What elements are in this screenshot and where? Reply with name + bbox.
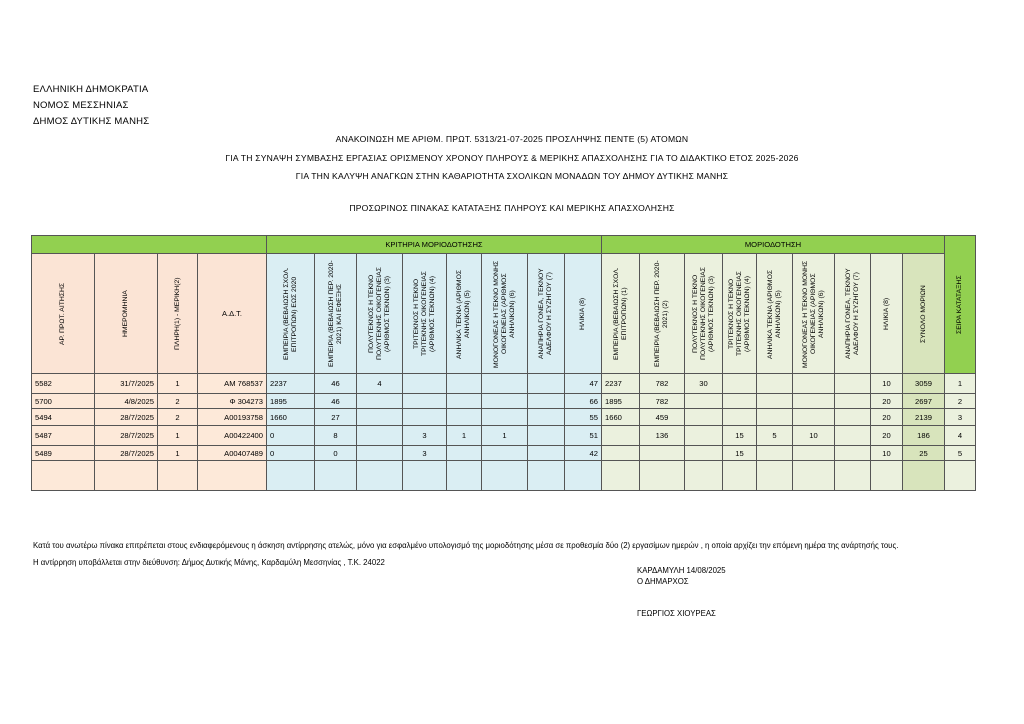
cell-s6: 10: [793, 426, 835, 446]
cell-date: 4/8/2025: [95, 394, 158, 409]
col-header-c8: ΗΛΙΚΙΑ (8): [565, 254, 602, 374]
cell-s7: [835, 446, 871, 461]
table-row: [32, 446, 976, 461]
cell-c7: [528, 409, 565, 426]
cell-s1: 2237: [602, 374, 640, 394]
table-row: [32, 409, 976, 426]
cell-empty: [403, 461, 447, 491]
announcement-line-3: ΓΙΑ ΤΗΝ ΚΑΛΥΨΗ ΑΝΑΓΚΩΝ ΣΤΗΝ ΚΑΘΑΡΙΟΤΗΤΑ ΣΧΟΛΙΚΩΝ ΜΟΝΑΔΩΝ ΤΟΥ ΔΗΜΟΥ ΔΥΤΙΚΗΣ ΜΑΝΗΣ: [295, 171, 729, 181]
cell-s5: [757, 446, 793, 461]
cell-c6: [482, 374, 528, 394]
cell-c7: [528, 446, 565, 461]
cell-s6: [793, 409, 835, 426]
cell-c3: 4: [357, 374, 403, 394]
cell-c1: 1895: [267, 394, 315, 409]
cell-empty: [835, 461, 871, 491]
cell-s3: [685, 394, 723, 409]
cell-empty: [793, 461, 835, 491]
cell-c4: 3: [403, 446, 447, 461]
announcement-line-1: ΑΝΑΚΟΙΝΩΣΗ ΜΕ ΑΡΙΘΜ. ΠΡΩΤ. 5313/21-07-2025 ΠΡΟΣΛΗΨΗΣ ΠΕΝΤΕ (5) ΑΤΟΜΩΝ: [335, 134, 689, 144]
cell-c7: [528, 394, 565, 409]
cell-c1: 0: [267, 446, 315, 461]
cell-s5: [757, 409, 793, 426]
column-header-row: [32, 254, 976, 374]
cell-s1: [602, 426, 640, 446]
header-line-municipality: ΔΗΜΟΣ ΔΥΤΙΚΗΣ ΜΑΝΗΣ: [33, 116, 150, 127]
cell-c3: [357, 409, 403, 426]
cell-c6: [482, 394, 528, 409]
col-header-s5: ΑΝΗΛΙΚΑ ΤΕΚΝΑ (ΑΡΙΘΜΟΣ ΑΝΗΛΙΚΩΝ) (5): [757, 254, 793, 374]
cell-date: 28/7/2025: [95, 426, 158, 446]
cell-aa: 5494: [32, 409, 95, 426]
signature-name: ΓΕΩΡΓΙΟΣ ΧΙΟΥΡΕΑΣ: [637, 609, 716, 618]
cell-c2: 0: [315, 446, 357, 461]
cell-total: 2697: [903, 394, 945, 409]
cell-s4: [723, 374, 757, 394]
cell-s3: [685, 409, 723, 426]
cell-c4: [403, 394, 447, 409]
cell-s3: 30: [685, 374, 723, 394]
col-header-s8: ΗΛΙΚΙΑ (8): [871, 254, 903, 374]
cell-s8: 20: [871, 394, 903, 409]
cell-c3: [357, 394, 403, 409]
cell-s6: [793, 394, 835, 409]
cell-s1: 1895: [602, 394, 640, 409]
cell-adt: Φ 304273: [198, 394, 267, 409]
cell-s8: 20: [871, 426, 903, 446]
col-header-c7: ΑΝΑΠΗΡΙΑ ΓΟΝΕΑ, ΤΕΚΝΟΥ ΑΔΕΛΦΟΥ Η ΣΥΖΗΓΟΥ (7): [528, 254, 565, 374]
cell-s5: [757, 374, 793, 394]
col-header-c3: ΠΟΛΥΤΕΚΝΟΣ Η ΤΕΚΝΟ ΠΟΛΥΤΕΚΝΗΣ ΟΙΚΟΓΕΝΕΙΑΣ (ΑΡΙΘΜΟΣ ΤΕΚΝΩΝ) (3): [357, 254, 403, 374]
cell-s4: [723, 409, 757, 426]
cell-c3: [357, 426, 403, 446]
cell-s3: [685, 426, 723, 446]
cell-c2: 8: [315, 426, 357, 446]
cell-c4: [403, 374, 447, 394]
cell-c2: 46: [315, 374, 357, 394]
cell-date: 31/7/2025: [95, 374, 158, 394]
group-blank: [32, 236, 267, 254]
cell-c6: [482, 409, 528, 426]
cell-c8: 51: [565, 426, 602, 446]
cell-s5: [757, 394, 793, 409]
cell-empty: [447, 461, 482, 491]
cell-empty: [482, 461, 528, 491]
cell-empty: [903, 461, 945, 491]
col-header-date: ΗΜΕΡΟΜΗΝΙΑ: [95, 254, 158, 374]
cell-total: 3059: [903, 374, 945, 394]
cell-rank: 5: [945, 446, 976, 461]
cell-c5: [447, 394, 482, 409]
col-header-s7: ΑΝΑΠΗΡΙΑ ΓΟΝΕΑ, ΤΕΚΝΟΥ ΑΔΕΛΦΟΥ Η ΣΥΖΗΓΟΥ (7): [835, 254, 871, 374]
cell-c8: 66: [565, 394, 602, 409]
cell-s3: [685, 446, 723, 461]
announcement-line-2: ΓΙΑ ΤΗ ΣΥΝΑΨΗ ΣΥΜΒΑΣΗΣ ΕΡΓΑΣΙΑΣ ΟΡΙΣΜΕΝΟΥ ΧΡΟΝΟΥ ΠΛΗΡΟΥΣ & ΜΕΡΙΚΗΣ ΑΠΑΣΧΟΛΗΣΗΣ ΓΙΑ ΤΟ ΔΙΔΑΚΤΙΚΟ ΕΤΟΣ 2025-2026: [225, 153, 799, 163]
cell-s2: 459: [640, 409, 685, 426]
cell-empty: [528, 461, 565, 491]
cell-rank: 2: [945, 394, 976, 409]
group-scoring-header: ΜΟΡΙΟΔΟΤΗΣΗ: [602, 236, 945, 254]
cell-total: 25: [903, 446, 945, 461]
cell-s7: [835, 409, 871, 426]
cell-s2: [640, 446, 685, 461]
cell-c1: 2237: [267, 374, 315, 394]
cell-c8: 42: [565, 446, 602, 461]
cell-aa: 5582: [32, 374, 95, 394]
cell-empty: [198, 461, 267, 491]
cell-s2: 782: [640, 374, 685, 394]
cell-date: 28/7/2025: [95, 409, 158, 426]
cell-s4: [723, 394, 757, 409]
cell-empty: [32, 461, 95, 491]
cell-empty: [315, 461, 357, 491]
cell-aa: 5700: [32, 394, 95, 409]
cell-c8: 47: [565, 374, 602, 394]
cell-c2: 27: [315, 409, 357, 426]
col-header-type: ΠΛΗΡΗ(1) - ΜΕΡΙΚΗ(2): [158, 254, 198, 374]
issuer-header: [33, 82, 149, 130]
col-header-total: ΣΥΝΟΛΟ ΜΟΡΙΩΝ: [903, 254, 945, 374]
table-row-empty: [32, 461, 976, 491]
cell-s2: 782: [640, 394, 685, 409]
cell-empty: [640, 461, 685, 491]
cell-empty: [757, 461, 793, 491]
cell-date: 28/7/2025: [95, 446, 158, 461]
col-header-s3: ΠΟΛΥΤΕΚΝΟΣ Η ΤΕΚΝΟ ΠΟΛΥΤΕΚΝΗΣ ΟΙΚΟΓΕΝΕΙΑΣ (ΑΡΙΘΜΟΣ ΤΕΚΝΩΝ) (3): [685, 254, 723, 374]
col-header-c6: ΜΟΝΟΓΟΝΕΑΣ Η ΤΕΚΝΟ ΜΟΝΗΣ ΟΙΚΟΓΕΝΕΙΑΣ (ΑΡΙΘΜΟΣ ΑΝΗΛΙΚΩΝ) (6): [482, 254, 528, 374]
table-row: [32, 374, 976, 394]
cell-s1: 1660: [602, 409, 640, 426]
cell-aa: 5487: [32, 426, 95, 446]
cell-empty: [723, 461, 757, 491]
cell-c1: 0: [267, 426, 315, 446]
table-title: ΠΡΟΣΩΡΙΝΟΣ ΠΙΝΑΚΑΣ ΚΑΤΑΤΑΞΗΣ ΠΛΗΡΟΥΣ ΚΑΙ ΜΕΡΙΚΗΣ ΑΠΑΣΧΟΛΗΣΗΣ: [349, 203, 675, 213]
signature-role: Ο ΔΗΜΑΡΧΟΣ: [637, 577, 689, 586]
cell-adt: Α00407489: [198, 446, 267, 461]
col-header-adt: Α.Δ.Τ.: [198, 254, 267, 374]
cell-adt: Α00422400: [198, 426, 267, 446]
cell-c5: [447, 374, 482, 394]
cell-type: 1: [158, 374, 198, 394]
header-line-prefecture: ΝΟΜΟΣ ΜΕΣΣΗΝΙΑΣ: [33, 100, 129, 111]
cell-s6: [793, 374, 835, 394]
cell-c1: 1660: [267, 409, 315, 426]
cell-s6: [793, 446, 835, 461]
table-row: [32, 426, 976, 446]
col-header-s4: ΤΡΙΤΕΚΝΟΣ Η ΤΕΚΝΟ ΤΡΙΤΕΚΝΗΣ ΟΙΚΟΓΕΝΕΙΑΣ (ΑΡΙΘΜΟΣ ΤΕΚΝΩΝ) (4): [723, 254, 757, 374]
cell-c5: [447, 409, 482, 426]
cell-total: 186: [903, 426, 945, 446]
cell-empty: [685, 461, 723, 491]
cell-empty: [945, 461, 976, 491]
col-header-aa: ΑΡ. ΠΡΩΤ. ΑΙΤΗΣΗΣ: [32, 254, 95, 374]
table-body: [32, 374, 976, 491]
cell-c7: [528, 426, 565, 446]
cell-c4: 3: [403, 426, 447, 446]
cell-c5: [447, 446, 482, 461]
signature-place-date: ΚΑΡΔΑΜΥΛΗ 14/08/2025: [637, 566, 726, 575]
cell-empty: [267, 461, 315, 491]
cell-c2: 46: [315, 394, 357, 409]
cell-total: 2139: [903, 409, 945, 426]
cell-c6: [482, 446, 528, 461]
col-header-s6: ΜΟΝΟΓΟΝΕΑΣ Η ΤΕΚΝΟ ΜΟΝΗΣ ΟΙΚΟΓΕΝΕΙΑΣ (ΑΡΙΘΜΟΣ ΑΝΗΛΙΚΩΝ) (6): [793, 254, 835, 374]
cell-type: 1: [158, 426, 198, 446]
header-line-republic: ΕΛΛΗΝΙΚΗ ΔΗΜΟΚΡΑΤΙΑ: [33, 84, 149, 95]
col-header-s1: ΕΜΠΕΙΡΙΑ (ΒΕΒΑΙΩΣΗ ΣΧΟΛ. ΕΠΙΤΡΟΠΩΝ) (1): [602, 254, 640, 374]
cell-c8: 55: [565, 409, 602, 426]
cell-c3: [357, 446, 403, 461]
col-header-c1: ΕΜΠΕΙΡΙΑ (ΒΕΒΑΙΩΣΗ ΣΧΟΛ. ΕΠΙΤΡΟΠΩΝ) ΕΩΣ 2020: [267, 254, 315, 374]
cell-empty: [871, 461, 903, 491]
cell-type: 1: [158, 446, 198, 461]
cell-s7: [835, 374, 871, 394]
cell-adt: ΑΜ 768537: [198, 374, 267, 394]
cell-c4: [403, 409, 447, 426]
cell-s1: [602, 446, 640, 461]
col-header-c4: ΤΡΙΤΕΚΝΟΣ Η ΤΕΚΝΟ ΤΡΙΤΕΚΝΗΣ ΟΙΚΟΓΕΝΕΙΑΣ (ΑΡΙΘΜΟΣ ΤΕΚΝΩΝ) (4): [403, 254, 447, 374]
cell-type: 2: [158, 409, 198, 426]
cell-c7: [528, 374, 565, 394]
cell-empty: [565, 461, 602, 491]
cell-c6: 1: [482, 426, 528, 446]
cell-s2: 136: [640, 426, 685, 446]
cell-s7: [835, 426, 871, 446]
objection-address: Η αντίρρηση υποβάλλεται στην διεύθυνση: Δήμος Δυτικής Μάνης, Καρδαμύλη Μεσσηνίας , Τ.Κ. 24022: [33, 558, 385, 567]
cell-rank: 1: [945, 374, 976, 394]
col-header-c5: ΑΝΗΛΙΚΑ ΤΕΚΝΑ (ΑΡΙΘΜΟΣ ΑΝΗΛΙΚΩΝ) (5): [447, 254, 482, 374]
group-criteria-header: ΚΡΙΤΗΡΙΑ ΜΟΡΙΟΔΟΤΗΣΗΣ: [267, 236, 602, 254]
cell-empty: [602, 461, 640, 491]
cell-s5: 5: [757, 426, 793, 446]
cell-s4: 15: [723, 426, 757, 446]
cell-rank: 4: [945, 426, 976, 446]
col-header-rank: ΣΕΙΡΑ ΚΑΤΑΤΑΞΗΣ: [945, 236, 976, 374]
col-header-c2: ΕΜΠΕΙΡΙΑ (ΒΕΒΑΙΩΣΗ ΠΕΡ. 2020-2021) ΚΑΙ ΕΦΕΞΗΣ: [315, 254, 357, 374]
cell-adt: Α00193758: [198, 409, 267, 426]
objection-note: Κατά του ανωτέρω πίνακα επιτρέπεται στους ενδιαφερόμενους η άσκηση αντίρρησης ατελώς, μόνο για εσφαλμένο υπολογισμό της μοριοδότησης μέσα σε προθεσμία δύο (2) εργασίμων ημερών , η οποία αρχίζει την επόμενη ημέρα της ανάρτησής τους.: [33, 541, 899, 550]
cell-empty: [158, 461, 198, 491]
cell-s7: [835, 394, 871, 409]
cell-s4: 15: [723, 446, 757, 461]
cell-s8: 10: [871, 446, 903, 461]
col-header-s2: ΕΜΠΕΙΡΙΑ (ΒΕΒΑΙΩΣΗ ΠΕΡ. 2020-2021) (2): [640, 254, 685, 374]
cell-empty: [357, 461, 403, 491]
cell-c5: 1: [447, 426, 482, 446]
cell-rank: 3: [945, 409, 976, 426]
cell-empty: [95, 461, 158, 491]
cell-aa: 5489: [32, 446, 95, 461]
group-header-row: [32, 236, 976, 254]
table-row: [32, 394, 976, 409]
cell-s8: 10: [871, 374, 903, 394]
cell-type: 2: [158, 394, 198, 409]
ranking-table: [31, 235, 976, 491]
cell-s8: 20: [871, 409, 903, 426]
